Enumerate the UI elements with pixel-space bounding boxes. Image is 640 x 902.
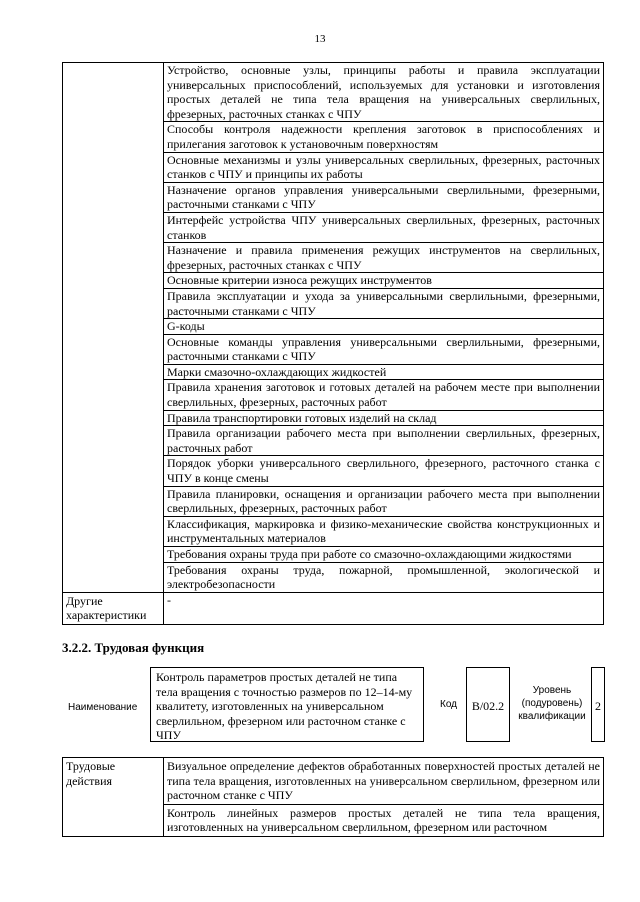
knowledge-item: Правила организации рабочего места при выполнении сверлильных, фрезерных, расточных работ <box>164 426 604 456</box>
actions-table <box>62 757 604 837</box>
action-row <box>63 758 604 805</box>
code-label: Код <box>440 699 458 710</box>
knowledge-item: Порядок уборки универсального сверлильного, фрезерного, расточного станка с ЧПУ в конце смены <box>164 456 604 486</box>
knowledge-item: Классификация, маркировка и физико-механические свойства конструкционных и инструментальных материалов <box>164 516 604 546</box>
knowledge-item: Интерфейс устройства ЧПУ универсальных сверлильных, фрезерных, расточных станков <box>164 212 604 242</box>
knowledge-item: G-коды <box>164 319 604 335</box>
section-title: 3.2.2. Трудовая функция <box>62 640 205 655</box>
knowledge-item: Основные команды управления универсальными сверлильными, фрезерными, расточными станками с ЧПУ <box>164 334 604 364</box>
knowledge-item: Правила транспортировки готовых изделий на склад <box>164 410 604 426</box>
knowledge-item: Требования охраны труда, пожарной, промышленной, экологической и электробезопасности <box>164 562 604 592</box>
knowledge-item: Правила хранения заготовок и готовых деталей на рабочем месте при выполнении сверлильных, фрезерных, расточных работ <box>164 380 604 410</box>
knowledge-item: Основные механизмы и узлы универсальных сверлильных, фрезерных, расточных станков с ЧПУ и принципы их работы <box>164 152 604 182</box>
knowledge-item: Назначение органов управления универсальными сверлильными, фрезерными, расточными станками с ЧПУ <box>164 182 604 212</box>
action-item: Контроль линейных размеров простых деталей не типа тела вращения, изготовленных на универсальном сверлильном, фрезерном или расточном <box>164 804 604 836</box>
actions-body <box>63 758 604 837</box>
other-value: - <box>164 592 604 624</box>
knowledge-item: Марки смазочно-охлаждающих жидкостей <box>164 364 604 380</box>
knowledge-item: Способы контроля надежности крепления заготовок в приспособлениях и прилегания заготовок к установочным поверхностям <box>164 122 604 152</box>
function-code-box: B/02.2 <box>466 667 510 742</box>
knowledge-item: Требования охраны труда при работе со смазочно-охлаждающими жидкостями <box>164 547 604 563</box>
knowledge-row <box>63 63 604 122</box>
level-label: Уровень (подуровень) квалификации <box>518 685 586 722</box>
knowledge-item: Устройство, основные узлы, принципы работы и правила эксплуатации универсальных приспособлений, используемых для установки и изготовления простых деталей не типа тела вращения на универсальных сверлильных, фрезерных, расточных станках с ЧПУ <box>164 63 604 122</box>
other-label: Другие характеристики <box>63 592 164 624</box>
knowledge-item: Правила эксплуатации и ухода за универсальными сверлильными, фрезерными, расточными станками с ЧПУ <box>164 288 604 318</box>
function-level-box: 2 <box>591 667 605 742</box>
name-label: Наименование <box>68 702 138 713</box>
other-row <box>63 592 604 624</box>
knowledge-table <box>62 62 604 625</box>
action-item: Визуальное определение дефектов обработанных поверхностей простых деталей не типа тела вращения, изготовленных на универсальном сверлильном, фрезерном или расточном станке с ЧПУ <box>164 758 604 805</box>
knowledge-label-cell <box>63 63 164 593</box>
knowledge-item: Основные критерии износа режущих инструментов <box>164 273 604 289</box>
function-name-box: Контроль параметров простых деталей не типа тела вращения с точностью размеров по 12–14-му квалитету, изготовленных на универсальном сверлильном, фрезерном или расточном станке с ЧПУ <box>150 667 424 742</box>
page-number: 13 <box>314 33 326 45</box>
knowledge-body <box>63 63 604 625</box>
knowledge-item: Назначение и правила применения режущих инструментов на сверлильных, фрезерных, расточных станках с ЧПУ <box>164 243 604 273</box>
knowledge-item: Правила планировки, оснащения и организации рабочего места при выполнении сверлильных, фрезерных, расточных работ <box>164 486 604 516</box>
actions-label: Трудовые действия <box>63 758 164 837</box>
